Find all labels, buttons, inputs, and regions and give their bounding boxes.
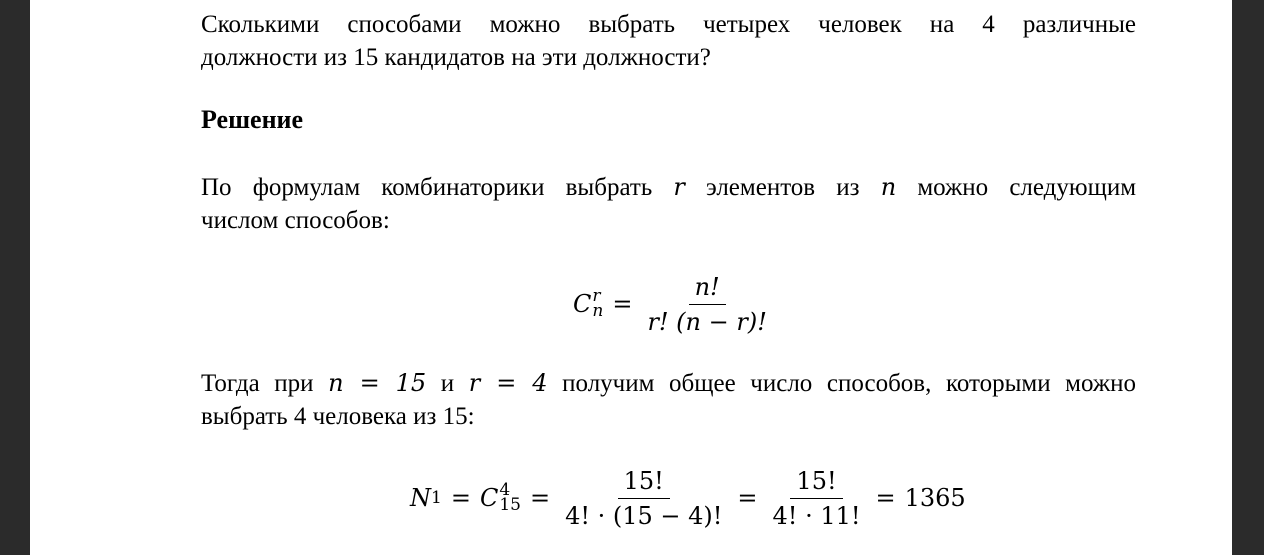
formula2-symbol: C <box>479 484 499 512</box>
solution-heading: Решение <box>201 105 304 134</box>
then-part-2: получим общее число способов, которыми можно <box>562 370 1137 397</box>
combination-formula <box>573 268 773 340</box>
formula1-denominator: r! (n − r)! <box>647 307 767 336</box>
intro-part-3: можно следующим <box>917 174 1137 201</box>
intro-var-n: n <box>880 173 897 201</box>
formula2-eq-4: = <box>875 484 896 512</box>
left-margin-bar <box>0 0 30 555</box>
intro-var-r: r <box>673 173 685 201</box>
then-line-1 <box>201 367 1136 400</box>
then-cond-n: n = 15 <box>328 369 427 397</box>
problem-line-2: должности из 15 кандидатов на эти должности? <box>201 44 711 71</box>
formula2-eq-2: = <box>529 484 551 512</box>
formula1-sup: r <box>592 286 601 306</box>
right-margin-bar <box>1232 0 1264 555</box>
then-line-2: выбрать 4 человека из 15: <box>201 403 475 430</box>
formula2-eq-3: = <box>737 484 758 512</box>
formula2-lhs: N <box>410 484 431 512</box>
then-paragraph <box>201 367 1136 433</box>
formula1-symbol: C <box>573 290 592 318</box>
problem-statement <box>201 8 1136 74</box>
formula2-sup: 4 <box>499 480 511 500</box>
then-part-1: Тогда при <box>201 370 314 397</box>
formula2-frac2-den: 4! · 11! <box>772 501 861 530</box>
formula1-eq: = <box>612 290 633 318</box>
formula2-frac1-den: 4! · (15 − 4)! <box>565 501 723 530</box>
document-page <box>30 0 1232 555</box>
intro-line-1 <box>201 171 1136 204</box>
formula2-fraction-2 <box>767 466 867 531</box>
formula2-frac2-num: 15! <box>790 466 842 499</box>
intro-part-1: По формулам комбинаторики выбрать <box>201 174 653 201</box>
formula1-fraction <box>641 272 772 337</box>
formula1-indices <box>592 286 604 321</box>
then-and: и <box>440 370 455 397</box>
formula2-sub: 15 <box>499 495 521 515</box>
formula1-sub: n <box>592 301 604 321</box>
formula2-lhs-sub: 1 <box>431 488 442 508</box>
formula2-indices <box>499 480 521 515</box>
formula2-frac1-num: 15! <box>618 466 670 499</box>
intro-line-2: числом способов: <box>201 207 390 234</box>
result-formula <box>410 462 966 534</box>
then-cond-r: r = 4 <box>468 369 548 397</box>
formula2-result: 1365 <box>904 484 966 512</box>
problem-line-1: Сколькими способами можно выбрать четырех человек на 4 различные <box>201 11 1136 38</box>
intro-part-2: элементов из <box>706 174 860 201</box>
formula1-numerator: n! <box>689 272 726 305</box>
formula2-fraction-1 <box>559 466 728 531</box>
intro-paragraph <box>201 171 1136 237</box>
formula2-eq-1: = <box>450 484 471 512</box>
